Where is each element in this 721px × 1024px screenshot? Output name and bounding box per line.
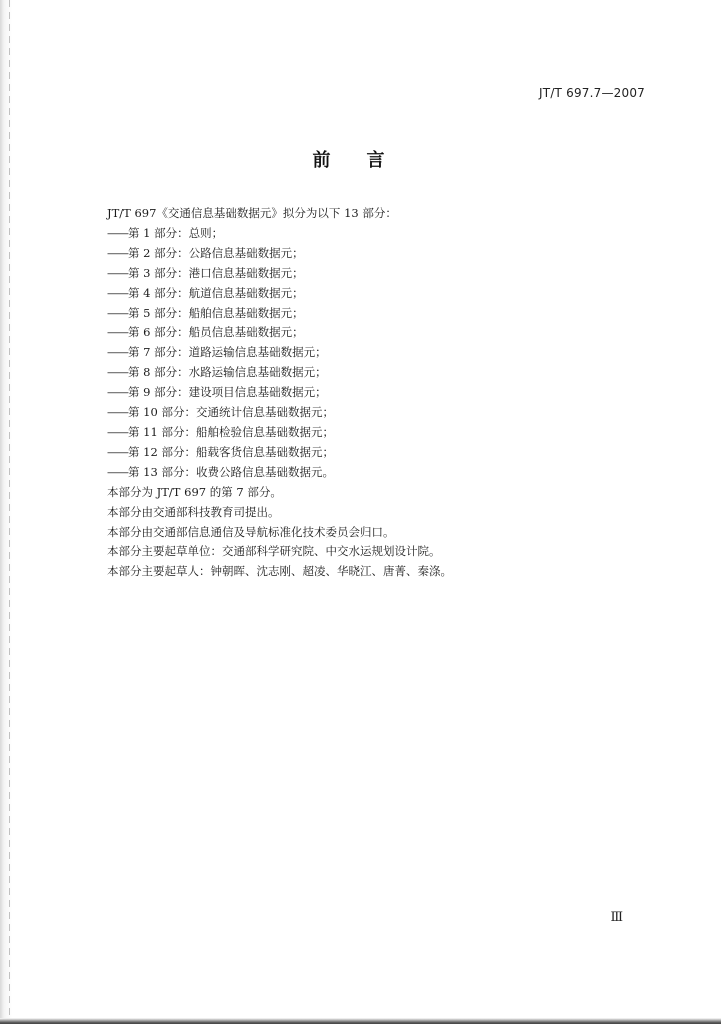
drafting-units-statement: 本部分主要起草单位：交通部科学研究院、中交水运规划设计院。 [107, 544, 441, 559]
list-item [107, 363, 607, 383]
list-dash: —— [107, 405, 128, 420]
list-item [107, 224, 607, 244]
list-item [107, 244, 607, 264]
list-item-text: 第 2 部分：公路信息基础数据元； [128, 245, 304, 260]
list-item [107, 423, 607, 443]
list-dash: —— [107, 305, 128, 320]
list-item-text: 第 4 部分：航道信息基础数据元； [128, 285, 304, 300]
list-item [107, 383, 607, 403]
list-item [107, 304, 607, 324]
standard-code-header: JT/T 697.7—2007 [539, 86, 645, 100]
list-dash: —— [107, 464, 128, 479]
scanned-page-bottom-edge [0, 1018, 721, 1024]
foreword-body [107, 204, 607, 582]
list-item-text: 第 7 部分：道路运输信息基础数据元； [128, 345, 327, 360]
list-dash: —— [107, 325, 128, 340]
drafters-statement: 本部分主要起草人：钟朝晖、沈志刚、超凌、华晓江、唐菁、秦涤。 [107, 564, 452, 579]
page-title: 前言 [312, 150, 421, 171]
list-item-text: 第 8 部分：水路运输信息基础数据元； [128, 365, 327, 380]
list-item-text: 第 10 部分：交通统计信息基础数据元； [128, 405, 334, 420]
list-item [107, 463, 607, 483]
list-item [107, 264, 607, 284]
list-item-text: 第 1 部分：总则； [128, 225, 224, 240]
list-item [107, 403, 607, 423]
list-item-text: 第 11 部分：船舶检验信息基础数据元； [128, 424, 334, 439]
proposer-statement: 本部分由交通部科技教育司提出。 [107, 504, 280, 519]
list-item-text: 第 3 部分：港口信息基础数据元； [128, 265, 304, 280]
part-statement: 本部分为 JT/T 697 的第 7 部分。 [107, 484, 282, 499]
list-dash: —— [107, 424, 128, 439]
list-dash: —— [107, 345, 128, 360]
parts-list [107, 224, 607, 483]
list-item-text: 第 9 部分：建设项目信息基础数据元； [128, 385, 327, 400]
intro-paragraph: JT/T 697《交通信息基础数据元》拟分为以下 13 部分： [107, 206, 397, 220]
list-dash: —— [107, 265, 128, 280]
list-item [107, 284, 607, 304]
committee-statement: 本部分由交通部信息通信及导航标准化技术委员会归口。 [107, 524, 395, 539]
list-dash: —— [107, 225, 128, 240]
list-dash: —— [107, 245, 128, 260]
list-dash: —— [107, 385, 128, 400]
list-item-text: 第 5 部分：船舶信息基础数据元； [128, 305, 304, 320]
list-item-text: 第 6 部分：船员信息基础数据元； [128, 325, 304, 340]
page-number: Ⅲ [610, 910, 623, 925]
list-item [107, 443, 607, 463]
list-dash: —— [107, 444, 128, 459]
list-item [107, 343, 607, 363]
list-item [107, 323, 607, 343]
list-item-text: 第 12 部分：船载客货信息基础数据元； [128, 444, 334, 459]
list-dash: —— [107, 285, 128, 300]
list-dash: —— [107, 365, 128, 380]
list-item-text: 第 13 部分：收费公路信息基础数据元。 [128, 464, 334, 479]
